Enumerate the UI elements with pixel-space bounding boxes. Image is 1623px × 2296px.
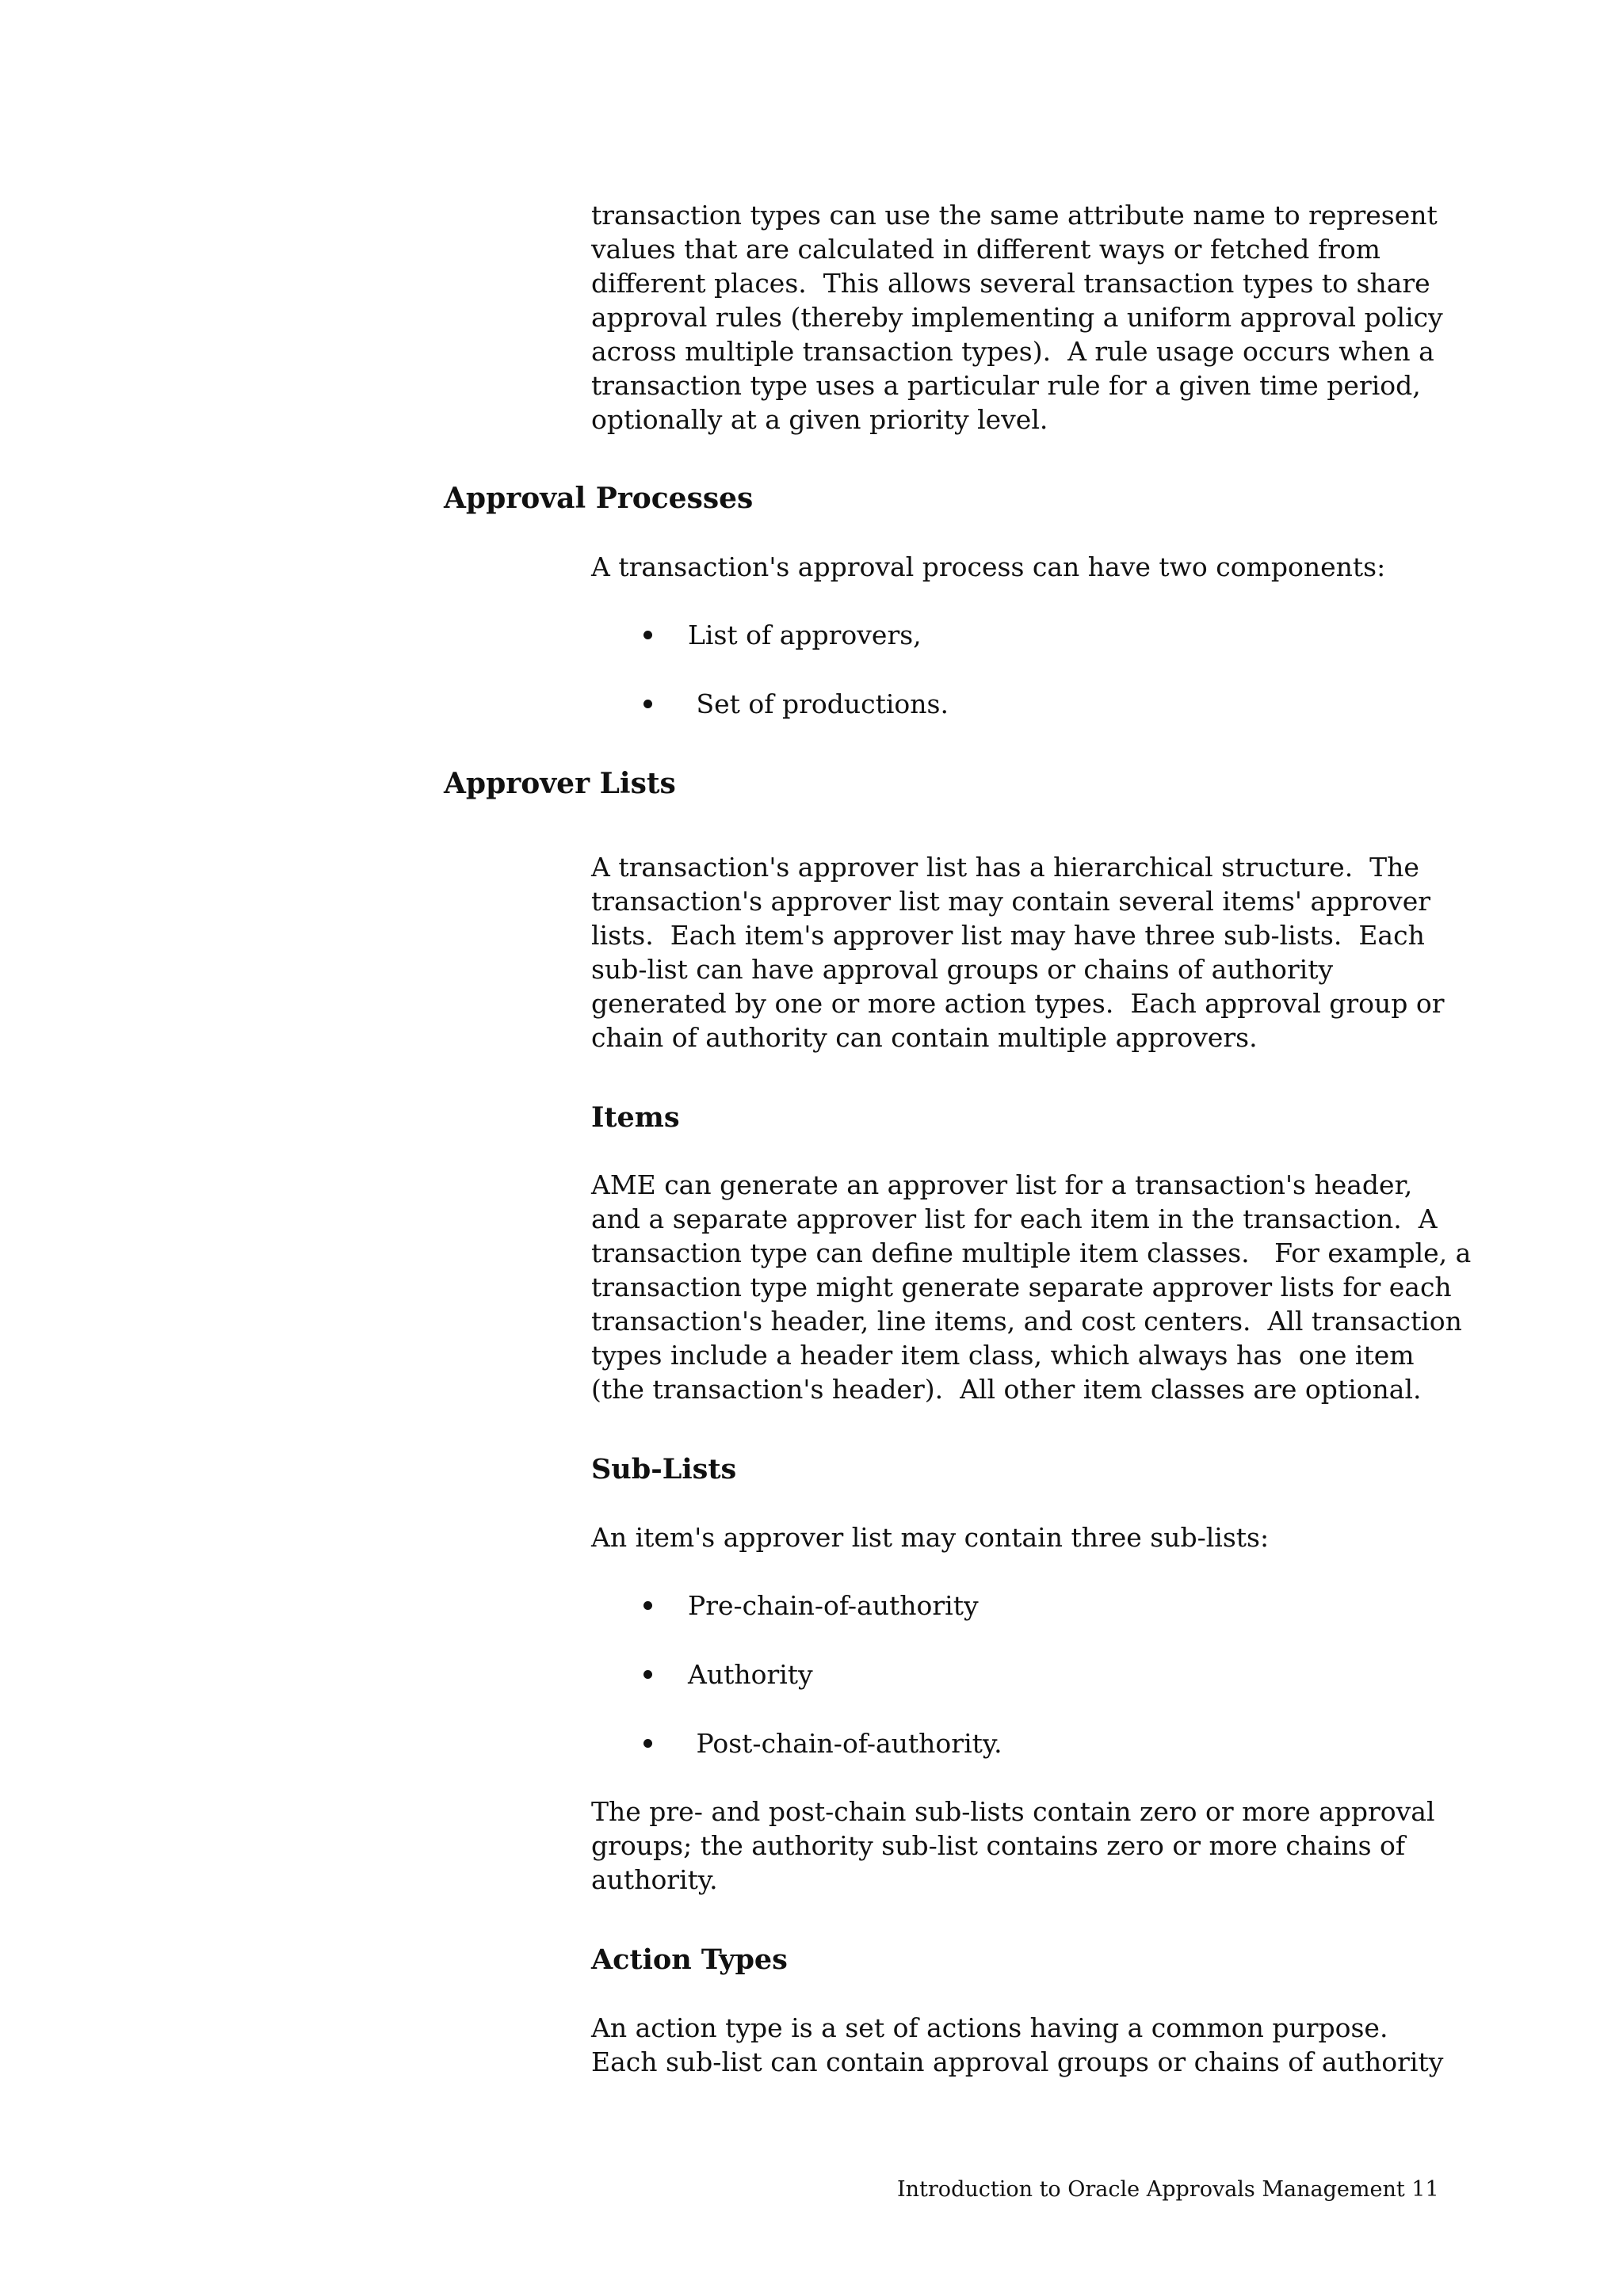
items-line: and a separate approver list for each item in the transaction. A bbox=[591, 1203, 1438, 1234]
bullet-item: Set of productions. bbox=[688, 688, 949, 719]
intro-line: values that are calculated in different ways or fetched from bbox=[591, 234, 1381, 265]
items-line: transaction's header, line items, and cost centers. All transaction bbox=[591, 1306, 1462, 1337]
items-line: transaction type might generate separate approver lists for each bbox=[591, 1272, 1452, 1302]
items-line: (the transaction's header). All other item classes are optional. bbox=[591, 1374, 1422, 1405]
intro-line: different places. This allows several transaction types to share bbox=[591, 268, 1430, 299]
heading-approver-lists: Approver Lists bbox=[444, 767, 676, 800]
bullet-icon bbox=[643, 700, 652, 708]
sub-lists-after-line: The pre- and post-chain sub-lists contain zero or more approval bbox=[591, 1796, 1435, 1827]
intro-line: across multiple transaction types). A rule usage occurs when a bbox=[591, 336, 1434, 367]
heading-approval-processes: Approval Processes bbox=[444, 482, 754, 515]
approver-lists-line: lists. Each item's approver list may have three sub-lists. Each bbox=[591, 920, 1425, 951]
bullet-item: Post-chain-of-authority. bbox=[688, 1728, 1002, 1759]
bullet-item: List of approvers, bbox=[688, 620, 922, 650]
bullet-icon bbox=[643, 631, 652, 639]
bullet-icon bbox=[643, 1670, 652, 1679]
heading-items: Items bbox=[591, 1101, 680, 1134]
approver-lists-line: sub-list can have approval groups or chains of authority bbox=[591, 954, 1334, 985]
approver-lists-line: generated by one or more action types. Each approval group or bbox=[591, 988, 1445, 1019]
intro-line: transaction types can use the same attribute name to represent bbox=[591, 200, 1438, 231]
intro-line: transaction type uses a particular rule for a given time period, bbox=[591, 370, 1421, 401]
sub-lists-text: An item's approver list may contain three sub-lists: bbox=[591, 1522, 1270, 1553]
action-types-line: An action type is a set of actions having a common purpose. bbox=[591, 2012, 1388, 2043]
approval-processes-text: A transaction's approval process can have two components: bbox=[591, 551, 1386, 582]
sub-lists-after-line: groups; the authority sub-list contains zero or more chains of bbox=[591, 1830, 1406, 1861]
heading-action-types: Action Types bbox=[591, 1943, 788, 1976]
bullet-icon bbox=[643, 1739, 652, 1748]
items-line: transaction type can define multiple item classes. For example, a bbox=[591, 1238, 1472, 1268]
approver-lists-line: transaction's approver list may contain several items' approver bbox=[591, 886, 1430, 917]
sub-lists-after-line: authority. bbox=[591, 1864, 718, 1895]
intro-line: approval rules (thereby implementing a uniform approval policy bbox=[591, 302, 1443, 333]
bullet-item: Authority bbox=[688, 1659, 813, 1690]
page-footer: Introduction to Oracle Approvals Management 11 bbox=[897, 2177, 1439, 2202]
approver-lists-line: chain of authority can contain multiple approvers. bbox=[591, 1022, 1258, 1053]
items-line: types include a header item class, which always has one item bbox=[591, 1340, 1415, 1371]
action-types-line: Each sub-list can contain approval groups or chains of authority bbox=[591, 2046, 1444, 2077]
bullet-item: Pre-chain-of-authority bbox=[688, 1590, 979, 1621]
items-line: AME can generate an approver list for a transaction's header, bbox=[591, 1169, 1413, 1200]
heading-sub-lists: Sub-Lists bbox=[591, 1453, 737, 1486]
approver-lists-line: A transaction's approver list has a hierarchical structure. The bbox=[591, 852, 1419, 883]
bullet-icon bbox=[643, 1601, 652, 1610]
intro-line: optionally at a given priority level. bbox=[591, 404, 1048, 435]
